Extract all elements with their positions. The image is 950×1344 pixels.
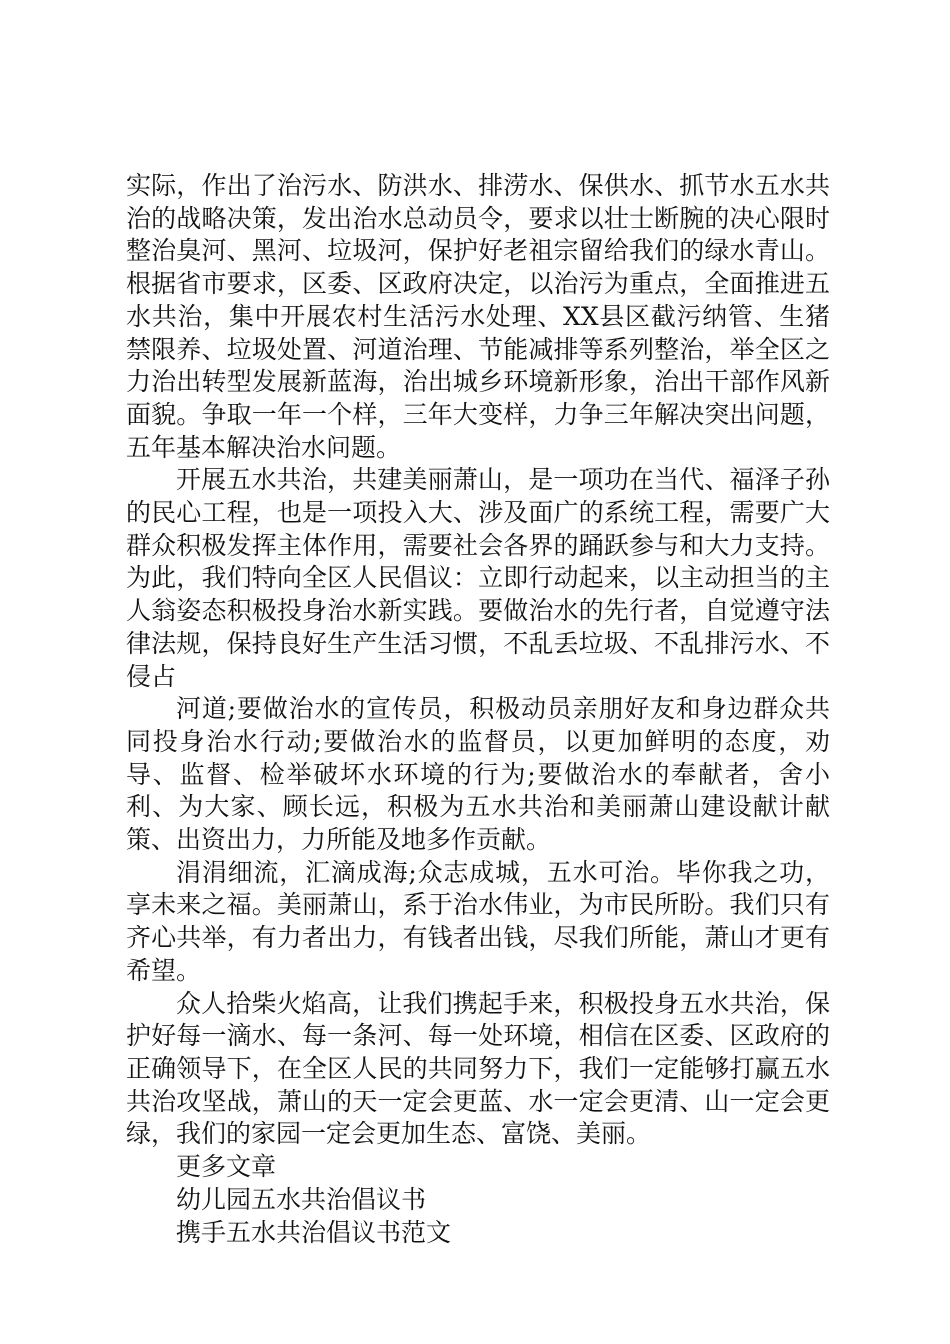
paragraph-1: 实际，作出了治污水、防洪水、排涝水、保供水、抓节水五水共治的战略决策，发出治水总动员令，要求以壮士断腕的决心限时整治臭河、黑河、垃圾河，保护好老祖宗留给我们的绿水青山。根据省市要求，区委、区政府决定，以治污为重点，全面推进五水共治，集中开展农村生活污水处理、XX县区截污纳管、生猪禁限养、垃圾处置、河道治理、节能减排等系列整治，举全区之力治出转型发展新蓝海，治出城乡环境新形象，治出干部作风新面貌。争取一年一个样，三年大变样，力争三年解决突出问题，五年基本解决治水问题。 (126, 171, 830, 462)
paragraph-5: 众人拾柴火焰高，让我们携起手来，积极投身五水共治，保护好每一滴水、每一条河、每一处环境，相信在区委、区政府的正确领导下，在全区人民的共同努力下，我们一定能够打赢五水共治攻坚战，萧山的天一定会更蓝、水一定会更清、山一定会更绿，我们的家园一定会更加生态、富饶、美丽。 (126, 988, 830, 1149)
paragraph-2: 开展五水共治，共建美丽萧山，是一项功在当代、福泽子孙的民心工程，也是一项投入大、涉及面广的系统工程，需要广大群众积极发挥主体作用，需要社会各界的踊跃参与和大力支持。为此，我们特向全区人民倡议：立即行动起来，以主动担当的主人翁姿态积极投身治水新实践。要做治水的先行者，自觉遵守法律法规，保持良好生产生活习惯，不乱丢垃圾、不乱排污水、不侵占 (126, 465, 830, 691)
paragraph-3: 河道;要做治水的宣传员，积极动员亲朋好友和身边群众共同投身治水行动;要做治水的监督员，以更加鲜明的态度，劝导、监督、检举破坏水环境的行为;要做治水的奉献者，舍小利、为大家、顾长远，积极为五水共治和美丽萧山建设献计献策、出资出力，力所能及地多作贡献。 (126, 694, 830, 855)
related-link-1[interactable]: 幼儿园五水共治倡议书 (176, 1184, 427, 1214)
document-body (126, 170, 830, 1249)
paragraph-4: 涓涓细流，汇滴成海;众志成城，五水可治。毕你我之功，享未来之福。美丽萧山，系于治水伟业，为市民所盼。我们只有齐心共举，有力者出力，有钱者出钱，尽我们所能，萧山才更有希望。 (126, 857, 830, 985)
more-articles-heading: 更多文章 (176, 1152, 277, 1182)
more-articles-list (126, 1151, 830, 1249)
related-link-2[interactable]: 携手五水共治倡议书范文 (176, 1217, 452, 1247)
